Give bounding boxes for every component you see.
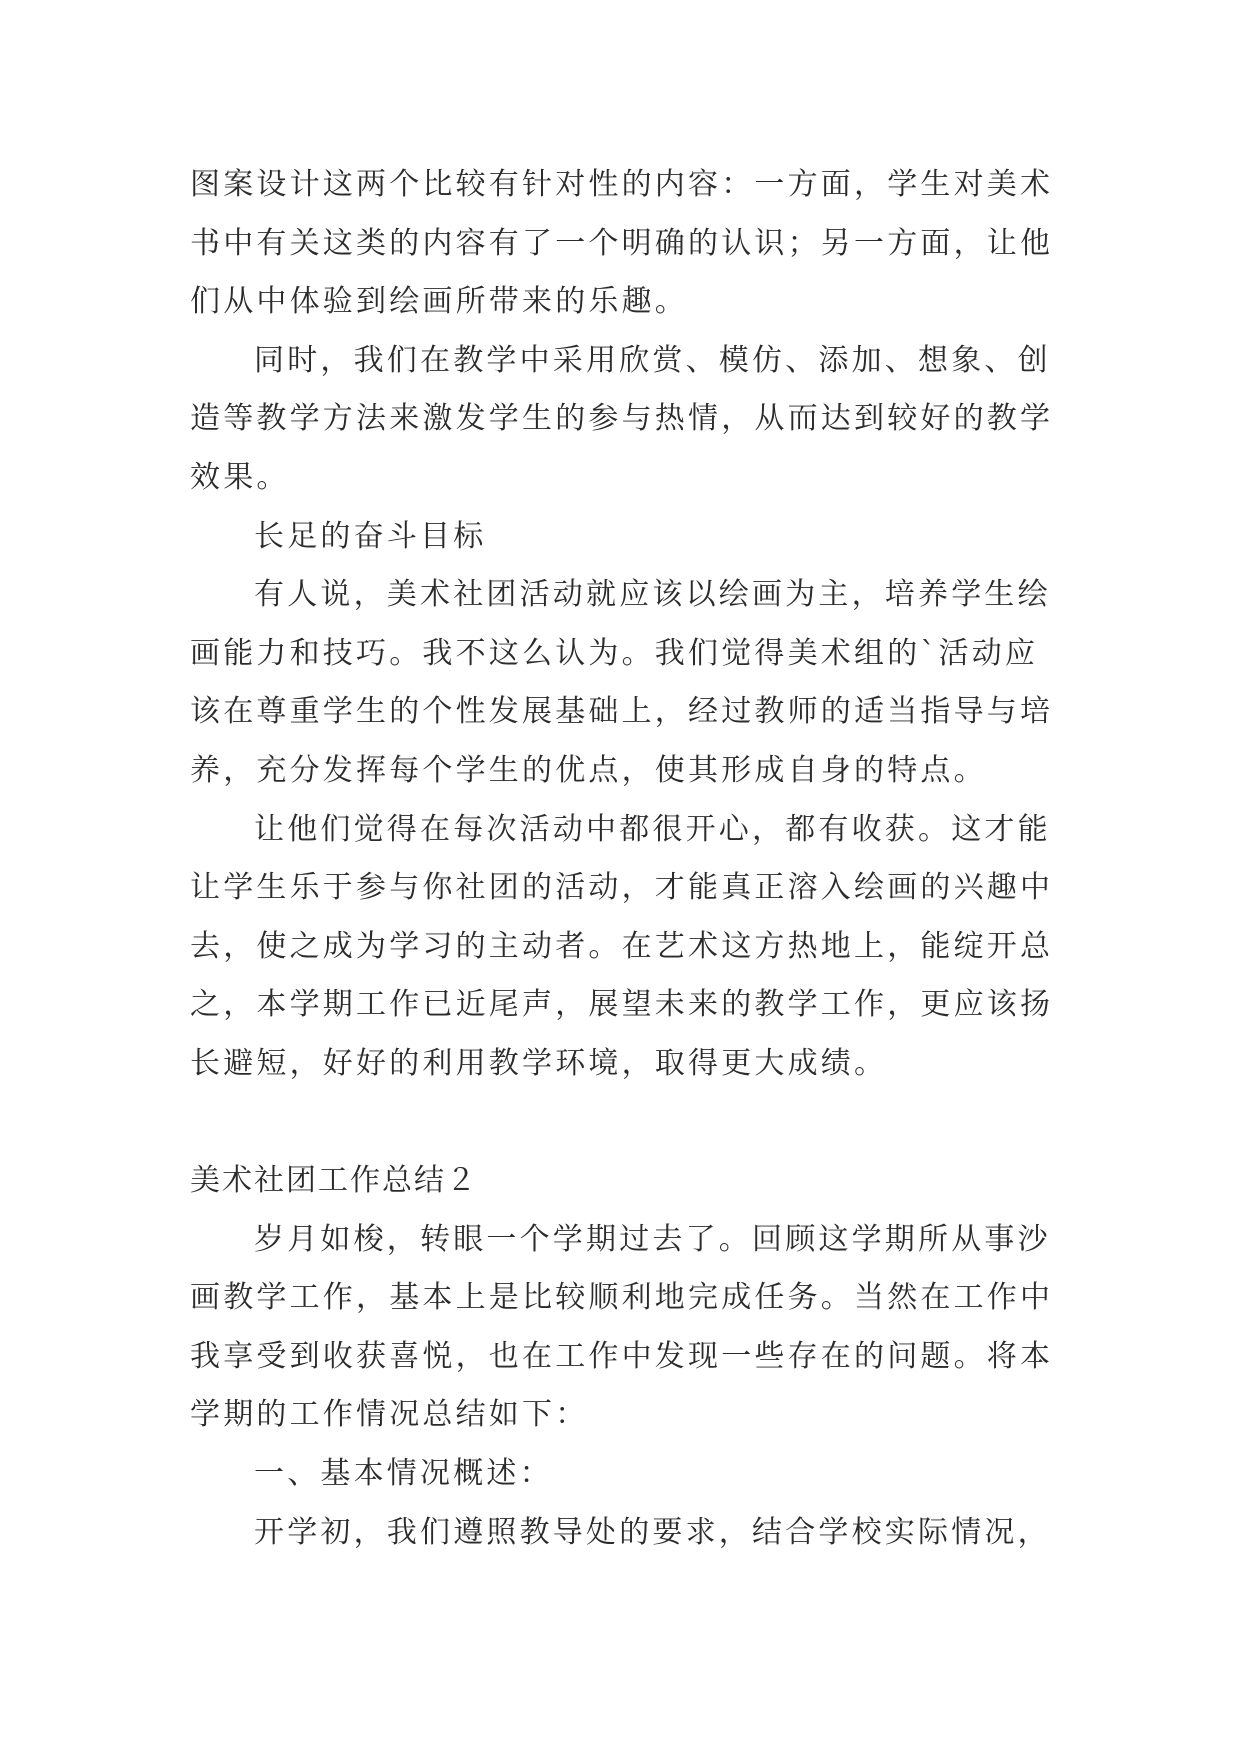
blank-spacer [190, 1094, 1060, 1153]
document-body [190, 156, 1060, 1562]
text-line: 书中有关这类的内容有了一个明确的认识；另一方面，让他 [190, 225, 1054, 261]
text-line: 开学初，我们遵照教导处的要求，结合学校实际情况， [254, 1514, 1051, 1550]
text-line: 学期的工作情况总结如下： [190, 1397, 589, 1433]
paragraph-start [190, 1504, 1060, 1563]
text-line: 画教学工作，基本上是比较顺利地完成任务。当然在工作中 [190, 1280, 1054, 1316]
heading-basic-overview: 一、基本情况概述： [254, 1456, 553, 1492]
text-line: 长避短，好好的利用教学环境，取得更大成绩。 [190, 1045, 888, 1081]
text-line: 去，使之成为学习的主动者。在艺术这方热地上，能绽开总 [190, 928, 1054, 964]
text-line: 之，本学期工作已近尾声，展望未来的教学工作，更应该扬 [190, 987, 1054, 1023]
paragraph-goals [190, 566, 1060, 800]
text-line: 同时，我们在教学中采用欣赏、模仿、添加、想象、创 [254, 342, 1051, 378]
text-line: 岁月如梭，转眼一个学期过去了。回顾这学期所从事沙 [254, 1221, 1051, 1257]
paragraph-continued [190, 156, 1060, 332]
section-title: 美术社团工作总结２ [190, 1163, 478, 1199]
text-line: 养，充分发挥每个学生的优点，使其形成自身的特点。 [190, 752, 987, 788]
subheading-goals: 长足的奋斗目标 [254, 518, 487, 554]
text-line: 造等教学方法来激发学生的参与热情，从而达到较好的教学 [190, 401, 1054, 437]
text-line: 让他们觉得在每次活动中都很开心，都有收获。这才能 [254, 811, 1051, 847]
text-line: 有人说，美术社团活动就应该以绘画为主，培养学生绘 [254, 577, 1051, 613]
text-line: 图案设计这两个比较有针对性的内容：一方面，学生对美术 [190, 167, 1054, 202]
text-line: 画能力和技巧。我不这么认为。我们觉得美术组的`活动应 [190, 635, 1039, 671]
text-line: 让学生乐于参与你社团的活动，才能真正溶入绘画的兴趣中 [190, 870, 1054, 906]
paragraph-intro [190, 1211, 1060, 1445]
text-line: 们从中体验到绘画所带来的乐趣。 [190, 284, 688, 320]
text-line: 我享受到收获喜悦，也在工作中发现一些存在的问题。将本 [190, 1338, 1054, 1374]
paragraph-happy [190, 801, 1060, 1094]
text-line: 该在尊重学生的个性发展基础上，经过教师的适当指导与培 [190, 694, 1054, 730]
paragraph-methods [190, 332, 1060, 508]
text-line: 效果。 [190, 459, 290, 495]
